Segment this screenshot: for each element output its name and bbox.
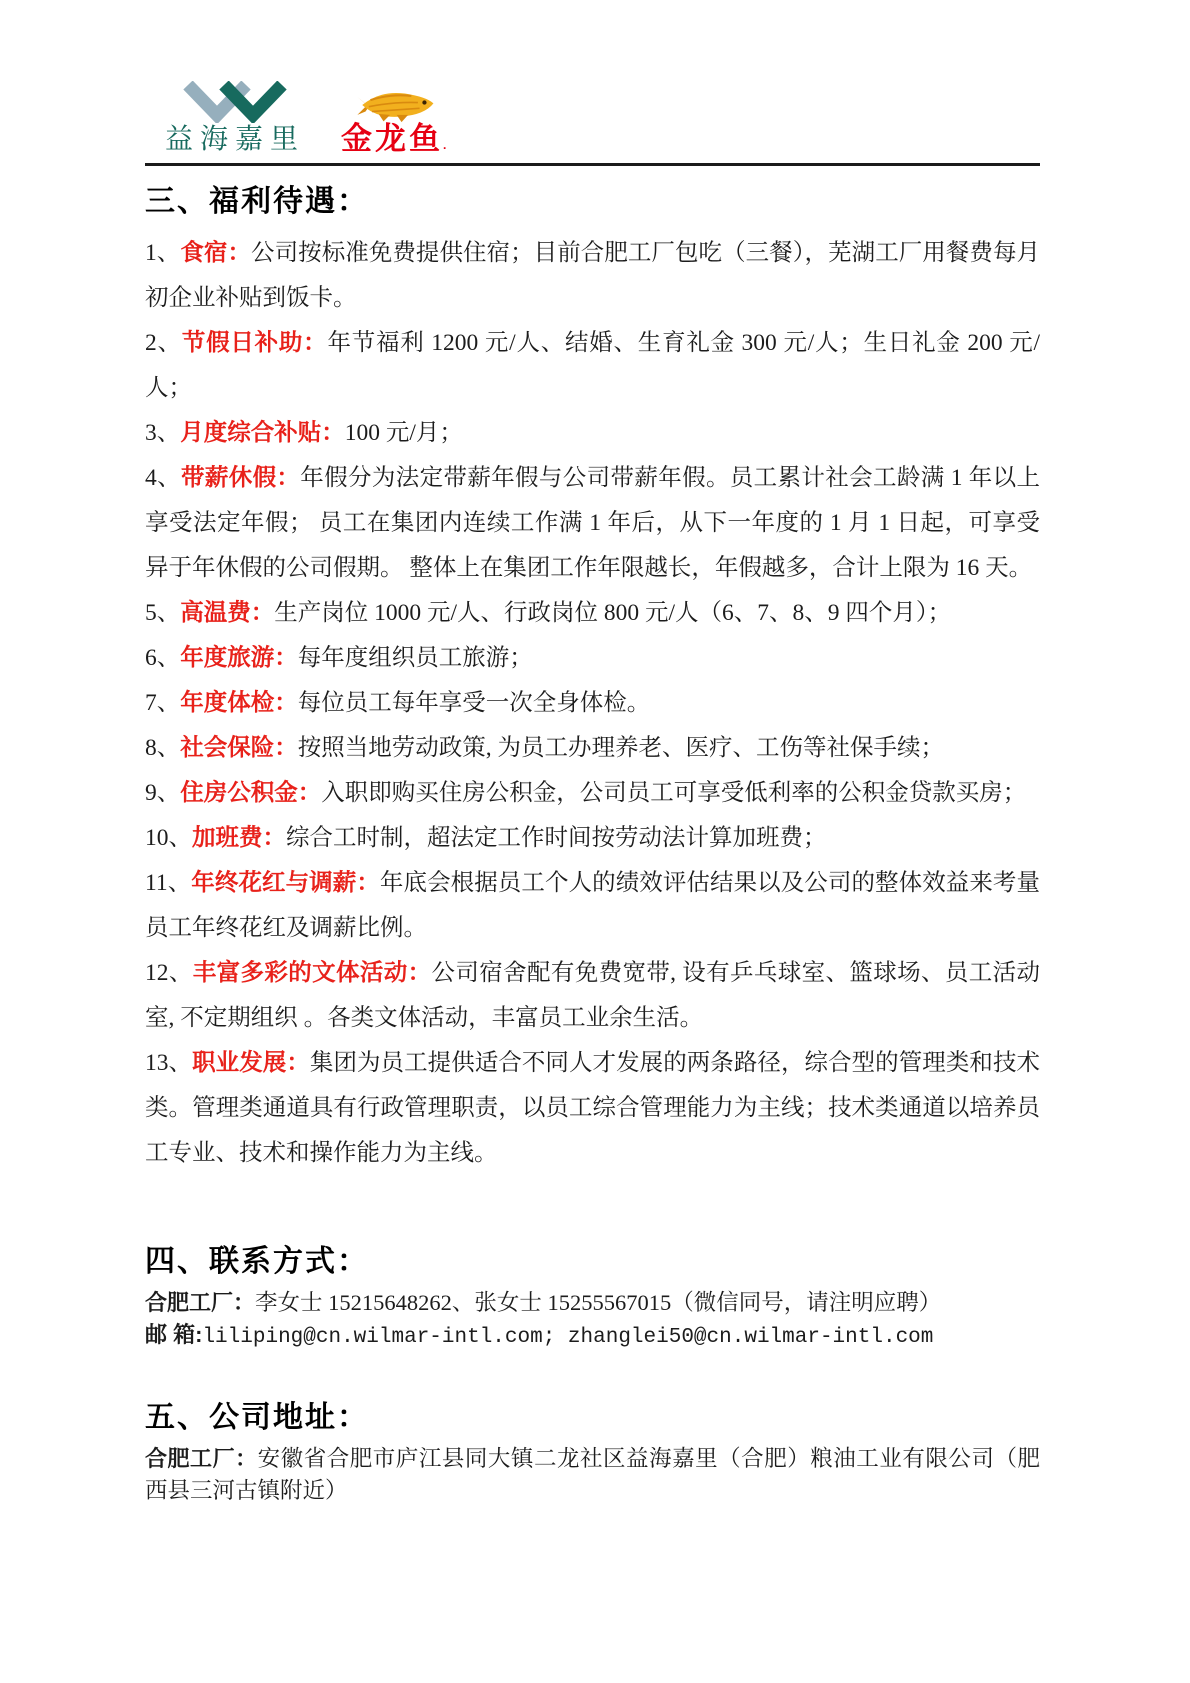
item-label: 住房公积金： <box>180 780 322 806</box>
benefit-item-11 <box>145 861 1040 951</box>
item-text: 公司按标准免费提供住宿；目前合肥工厂包吃（三餐），芜湖工厂用餐费每月初企业补贴到饭卡。 <box>145 240 1041 311</box>
benefits-heading: 三、福利待遇： <box>145 185 369 218</box>
item-text: 公司宿舍配有免费宽带, 设有乒乓球室、篮球场、员工活动室, 不定期组织 。各类文体活动，丰富员工业余生活。 <box>145 960 1041 1031</box>
item-label: 节假日补助： <box>181 330 328 356</box>
benefit-item-4 <box>145 456 1040 591</box>
item-label: 职业发展： <box>192 1050 310 1076</box>
item-number: 10、 <box>145 825 192 851</box>
item-label: 月度综合补贴： <box>180 420 345 446</box>
email-label: 邮 箱: <box>145 1322 203 1347</box>
item-text: 入职即购买住房公积金，公司员工可享受低利率的公积金贷款买房； <box>321 780 1027 806</box>
arowana-fish-icon <box>354 87 436 123</box>
factory-phones: 李女士 15215648262、张女士 15255567015（微信同号，请注明应聘） <box>255 1290 942 1315</box>
factory-label: 合肥工厂： <box>145 1290 256 1315</box>
item-label: 年度体检： <box>180 690 298 716</box>
benefit-item-6 <box>145 636 1040 681</box>
factory-label: 合肥工厂： <box>145 1446 258 1471</box>
item-number: 3、 <box>145 420 181 446</box>
item-number: 13、 <box>145 1050 193 1076</box>
benefit-item-8 <box>145 726 1040 771</box>
benefit-item-3 <box>145 411 1040 456</box>
yihai-kerry-wordmark: 益海嘉里 <box>165 123 306 155</box>
registered-dot: . <box>443 138 450 152</box>
benefit-item-12 <box>145 951 1040 1041</box>
item-number: 12、 <box>145 960 193 986</box>
header-divider <box>145 163 1040 166</box>
address-heading: 五、公司地址： <box>145 1401 369 1434</box>
item-text: 综合工时制，超法定工作时间按劳动法计算加班费； <box>286 825 827 851</box>
item-text: 每年度组织员工旅游； <box>297 645 533 671</box>
item-text: 生产岗位 1000 元/人、行政岗位 800 元/人（6、7、8、9 四个月）； <box>274 600 952 626</box>
address-section <box>145 1398 1040 1507</box>
item-number: 4、 <box>145 465 181 491</box>
item-label: 年度旅游： <box>180 645 298 671</box>
item-number: 9、 <box>145 780 181 806</box>
jinlongyu-wordmark: 金龙鱼. <box>341 121 450 156</box>
item-number: 1、 <box>145 240 181 266</box>
item-text: 年底会根据员工个人的绩效评估结果以及公司的整体效益来考量员工年终花红及调薪比例。 <box>145 870 1041 941</box>
benefits-section <box>145 182 1040 1176</box>
item-number: 7、 <box>145 690 181 716</box>
item-number: 11、 <box>145 870 192 896</box>
benefit-item-13 <box>145 1041 1040 1176</box>
factory-address: 安徽省合肥市庐江县同大镇二龙社区益海嘉里（合肥）粮油工业有限公司（肥西县三河古镇附近） <box>145 1446 1040 1503</box>
item-number: 5、 <box>145 600 181 626</box>
item-text: 年节福利 1200 元/人、结婚、生育礼金 300 元/人；生日礼金 200 元/人； <box>145 330 1041 401</box>
contact-section <box>145 1242 1040 1354</box>
benefit-item-10 <box>145 816 1040 861</box>
item-number: 6、 <box>145 645 181 671</box>
item-label: 食宿： <box>180 240 252 266</box>
item-text: 集团为员工提供适合不同人才发展的两条路径，综合型的管理类和技术类。管理类通道具有行政管理职责，以员工综合管理能力为主线；技术类通道以培养员工专业、技术和操作能力为主线。 <box>145 1050 1041 1166</box>
contact-email-line <box>145 1319 1040 1354</box>
item-label: 高温费： <box>180 600 275 626</box>
item-text: 年假分为法定带薪年假与公司带薪年假。员工累计社会工龄满 1 年以上享受法定年假； 员工在集团内连续工作满 1 年后，从下一年度的 1 月 1 日起，可享受异于年休假的公司假期。 整体上在集团工作年限越长，年假越多，合计上限为 16 天。 <box>145 465 1041 581</box>
benefit-item-7 <box>145 681 1040 726</box>
item-label: 社会保险： <box>180 735 298 761</box>
address-factory-line <box>145 1443 1040 1507</box>
contact-heading: 四、联系方式： <box>145 1245 369 1278</box>
item-label: 带薪休假： <box>180 465 301 491</box>
yihai-w-icon <box>179 81 291 123</box>
logo-header <box>165 78 1040 154</box>
item-text: 每位员工每年享受一次全身体检。 <box>297 690 651 716</box>
yihai-kerry-logo <box>165 81 305 154</box>
item-number: 2、 <box>145 330 182 356</box>
benefit-item-2 <box>145 321 1040 411</box>
email-addresses: liliping@cn.wilmar-intl.com; zhanglei50@cn.wilmar-intl.com <box>202 1326 934 1349</box>
contact-factory-line <box>145 1287 1040 1319</box>
benefit-item-5 <box>145 591 1040 636</box>
benefit-item-1 <box>145 231 1040 321</box>
jinlongyu-logo <box>341 87 449 154</box>
item-label: 加班费： <box>192 825 286 851</box>
item-text: 按照当地劳动政策, 为员工办理养老、医疗、工伤等社保手续； <box>297 735 944 761</box>
item-label: 丰富多彩的文体活动： <box>192 960 432 986</box>
benefit-item-9 <box>145 771 1040 816</box>
item-text: 100 元/月； <box>344 420 463 446</box>
item-label: 年终花红与调薪： <box>191 870 380 896</box>
item-number: 8、 <box>145 735 181 761</box>
